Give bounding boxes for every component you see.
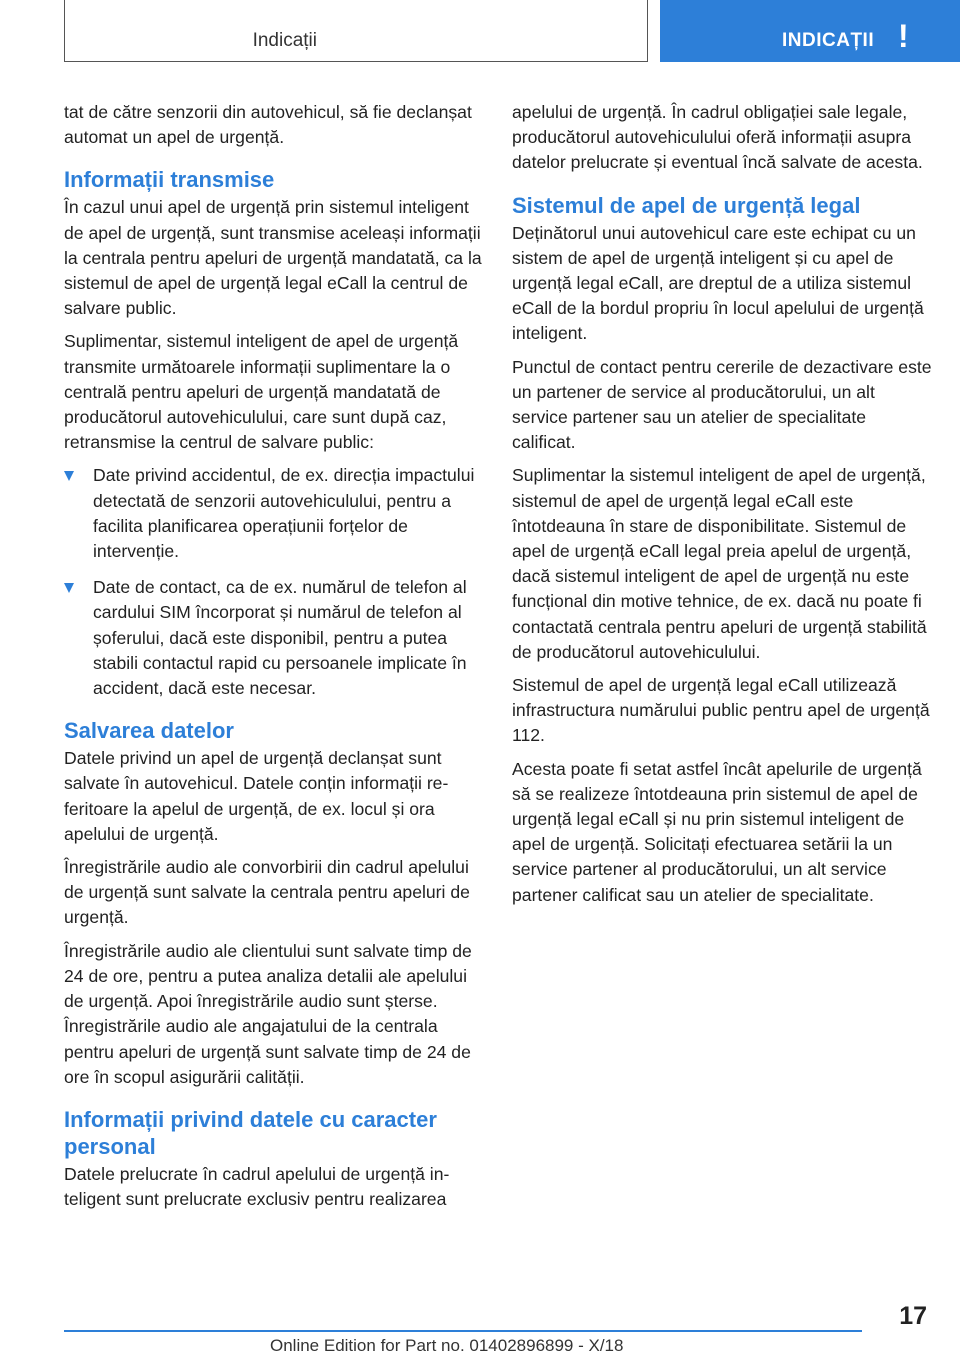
paragraph: Datele prelucrate în cadrul apelului de urgență inteligent sunt prelucrate exclusiv pentru realizarea [64,1163,450,1210]
paragraph: În cazul unui apel de urgență prin sistemul inteligent de apel de urgență, sunt transmise aceleași informații la centrala pentru apeluri de urgență mandatată, ca la sistemul de apel de urgență legal eCall la centrul de salvare public. [64,197,482,319]
paragraph: Înregistrările audio ale convorbirii din cadrul apelului de urgență sunt salvate la centrala pentru apeluri de urgență. [64,857,470,928]
chapter-tab [660,0,960,62]
bullet-list [64,463,484,701]
paragraph: Suplimentar la sistemul inteligent de apel de urgență, sistemul de apel de urgență legal eCall este întotdeauna în stare de disponibilitate. Sistemul de apel de urgență eCall legal preia apelul de urgență, dacă sistemul inteligent de apel de urgență nu este funcțional din motive tehnice, de ex. dacă nu poate fi contactată centrala pentru apeluri de urgență stabilită de producătorul autovehiculului. [512,465,927,662]
paragraph: Deținătorul unui autovehicul care este echipat cu un sistem de apel de urgență inteligent și cu apel de urgență legal eCall, are dreptul de a utiliza sistemul eCall de la bordul propriu în locul apelului de urgență inteligent. [512,222,924,344]
heading-informatii-transmise: Informații transmise [64,167,275,193]
footer-edition-text: Online Edition for Part no. 01402896899 - X/18 [270,1336,624,1355]
paragraph: Acesta poate fi setat astfel încât apelurile de urgență să se realizeze întotdeauna prin sistemul de apel de urgență legal eCall și nu prin sistemul inteligent de apel de urgență. Solicitați efectuarea setării la un service partener al producătorului, un alt service partener calificat sau un atelier de specialitate. [512,758,922,905]
list-item-text: Date privind accidentul, de ex. direcția impactului detectată de senzorii autovehiculului, pentru a facilita planificarea operațiunii forțelor de intervenție. [93,465,475,562]
paragraph: Suplimentar, sistemul inteligent de apel de urgență transmite următoarele informații suplimentare la o centrală pentru apeluri de urgență mandatată de producătorul autovehiculului, care sunt după caz, retransmise la centrul de salvare public: [64,331,459,453]
footer-divider [64,1330,862,1332]
list-item [64,575,484,701]
header-frame [64,0,648,62]
section-title: Indicații [252,30,317,51]
paragraph-continued: apelului de urgență. În cadrul obligației sale legale, producătorul autovehiculului oferă informații asupra datelor prelucrate și eventual încă salvate de acesta. [512,102,923,173]
chapter-tab-label: INDICAȚII [782,30,875,51]
heading-date-personale: Informații privind datele cu caracter personal [64,1106,437,1159]
paragraph-intro: tat de către senzorii din autovehicul, să fie declanșat automat un apel de urgență. [64,102,472,148]
paragraph: Punctul de contact pentru cererile de dezactivare este un partener de service al producătorului, un alt service partener sau un atelier de specialitate calificat. [512,356,932,453]
paragraph: Înregistrările audio ale clientului sunt salvate timp de 24 de ore, pentru a putea analiza detalii ale apelului de urgență. Apoi înregistrările audio sunt șterse. Înregistrările audio ale angajatului de la centrala pentru apeluri de urgență sunt salvate timp de 24 de ore în scopul asigurării calității. [64,940,472,1087]
triangle-bullet-icon [64,471,74,481]
left-column [64,100,484,1220]
exclamation-icon: ! [898,18,909,54]
heading-salvarea-datelor: Salvarea datelor [64,718,234,744]
right-column [512,100,932,916]
paragraph: Sistemul de apel de urgență legal eCall utilizează infrastructura numărului public pentru apel de urgență 112. [512,675,930,746]
list-item [64,463,484,564]
triangle-bullet-icon [64,583,74,593]
paragraph: Datele privind un apel de urgență declanșat sunt salvate în autovehicul. Datele conțin informații referitoare la apelul de urgență, de ex. locul și ora apelului de urgență. [64,748,449,844]
page-number: 17 [899,1302,927,1330]
heading-apel-urgenta-legal: Sistemul de apel de urgență legal [512,192,861,218]
list-item-text: Date de contact, ca de ex. numărul de telefon al cardului SIM încorporat și numărul de telefon al șoferului, dacă este disponibil, pentru a putea stabili contactul rapid cu persoanele implicate în accident, dacă este necesar. [93,577,467,699]
